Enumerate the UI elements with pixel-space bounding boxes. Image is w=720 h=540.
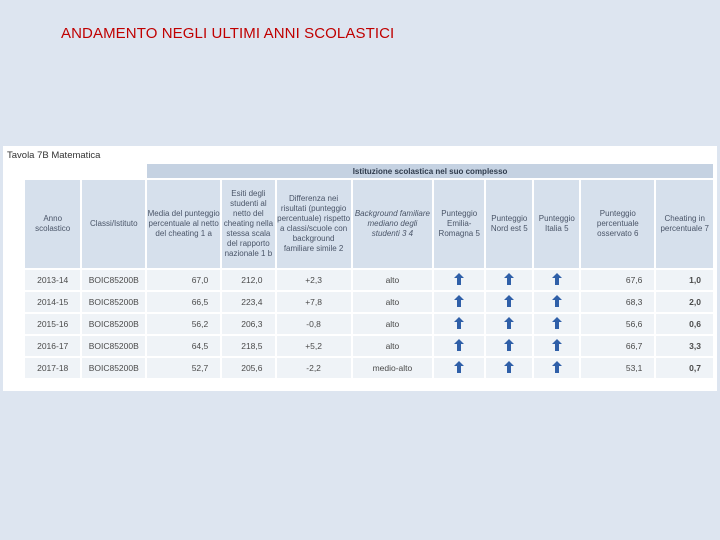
up-arrow-icon <box>454 317 464 329</box>
cell-cheating: 0,6 <box>656 314 713 334</box>
up-arrow-icon <box>454 295 464 307</box>
cell-cheating: 1,0 <box>656 270 713 290</box>
up-arrow-icon <box>504 361 514 373</box>
cell-background: alto <box>353 336 432 356</box>
cell-anno: 2015-16 <box>25 314 80 334</box>
cell-media: 56,2 <box>147 314 220 334</box>
cell-italia <box>534 292 579 312</box>
cell-osservato: 56,6 <box>581 314 654 334</box>
cell-nordest <box>486 292 532 312</box>
cell-emilia <box>434 270 484 290</box>
up-arrow-icon <box>552 295 562 307</box>
cell-osservato: 68,3 <box>581 292 654 312</box>
up-arrow-icon <box>552 317 562 329</box>
cell-anno: 2016-17 <box>25 336 80 356</box>
cell-differenza: +2,3 <box>277 270 351 290</box>
cell-differenza: +7,8 <box>277 292 351 312</box>
cell-nordest <box>486 336 532 356</box>
up-arrow-icon <box>504 339 514 351</box>
header-background: Background familiare mediano degli studenti 3 4 <box>353 180 432 268</box>
table-row <box>25 292 713 312</box>
table-row <box>25 314 713 334</box>
cell-classe: BOIC85200B <box>82 314 145 334</box>
cell-esiti: 218,5 <box>222 336 274 356</box>
cell-nordest <box>486 314 532 334</box>
cell-background: medio-alto <box>353 358 432 378</box>
cell-media: 64,5 <box>147 336 220 356</box>
up-arrow-icon <box>454 361 464 373</box>
cell-emilia <box>434 336 484 356</box>
cell-nordest <box>486 270 532 290</box>
header-osservato: Punteggio percentuale osservato 6 <box>581 180 654 268</box>
cell-anno: 2014-15 <box>25 292 80 312</box>
cell-italia <box>534 358 579 378</box>
cell-background: alto <box>353 314 432 334</box>
cell-osservato: 66,7 <box>581 336 654 356</box>
up-arrow-icon <box>454 273 464 285</box>
up-arrow-icon <box>552 273 562 285</box>
cell-cheating: 2,0 <box>656 292 713 312</box>
header-differenza: Differenza nei risultati (punteggio percentuale) rispetto a classi/scuole con background familiare simile 2 <box>277 180 351 268</box>
up-arrow-icon <box>454 339 464 351</box>
cell-osservato: 53,1 <box>581 358 654 378</box>
cell-esiti: 212,0 <box>222 270 274 290</box>
results-table <box>23 162 715 380</box>
table-row <box>25 270 713 290</box>
cell-classe: BOIC85200B <box>82 270 145 290</box>
cell-emilia <box>434 358 484 378</box>
cell-nordest <box>486 358 532 378</box>
header-media: Media del punteggio percentuale al netto del cheating 1 a <box>147 180 220 268</box>
header-nordest: Punteggio Nord est 5 <box>486 180 532 268</box>
header-anno: Anno scolastico <box>25 180 80 268</box>
cell-anno: 2013-14 <box>25 270 80 290</box>
up-arrow-icon <box>504 273 514 285</box>
cell-background: alto <box>353 270 432 290</box>
cell-cheating: 0,7 <box>656 358 713 378</box>
cell-classe: BOIC85200B <box>82 358 145 378</box>
up-arrow-icon <box>504 295 514 307</box>
group-header: Istituzione scolastica nel suo complesso <box>147 164 713 178</box>
cell-emilia <box>434 292 484 312</box>
cell-media: 66,5 <box>147 292 220 312</box>
cell-italia <box>534 270 579 290</box>
cell-esiti: 206,3 <box>222 314 274 334</box>
cell-anno: 2017-18 <box>25 358 80 378</box>
cell-media: 52,7 <box>147 358 220 378</box>
up-arrow-icon <box>552 361 562 373</box>
cell-italia <box>534 314 579 334</box>
up-arrow-icon <box>504 317 514 329</box>
cell-differenza: -0,8 <box>277 314 351 334</box>
cell-italia <box>534 336 579 356</box>
up-arrow-icon <box>552 339 562 351</box>
slide-title: ANDAMENTO NEGLI ULTIMI ANNI SCOLASTICI <box>61 25 395 42</box>
cell-classe: BOIC85200B <box>82 336 145 356</box>
cell-classe: BOIC85200B <box>82 292 145 312</box>
header-esiti: Esiti degli studenti al netto del cheating nella stessa scala del rapporto nazionale 1 b <box>222 180 274 268</box>
cell-media: 67,0 <box>147 270 220 290</box>
cell-osservato: 67,6 <box>581 270 654 290</box>
cell-cheating: 3,3 <box>656 336 713 356</box>
table-row <box>25 358 713 378</box>
cell-esiti: 205,6 <box>222 358 274 378</box>
cell-differenza: +5,2 <box>277 336 351 356</box>
header-classe: Classi/Istituto <box>82 180 145 268</box>
table-caption: Tavola 7B Matematica <box>7 150 101 161</box>
table-screenshot <box>3 146 717 391</box>
header-italia: Punteggio Italia 5 <box>534 180 579 268</box>
header-emilia: Punteggio Emilia-Romagna 5 <box>434 180 484 268</box>
cell-differenza: -2,2 <box>277 358 351 378</box>
cell-background: alto <box>353 292 432 312</box>
cell-esiti: 223,4 <box>222 292 274 312</box>
header-cheating: Cheating in percentuale 7 <box>656 180 713 268</box>
cell-emilia <box>434 314 484 334</box>
table-row <box>25 336 713 356</box>
